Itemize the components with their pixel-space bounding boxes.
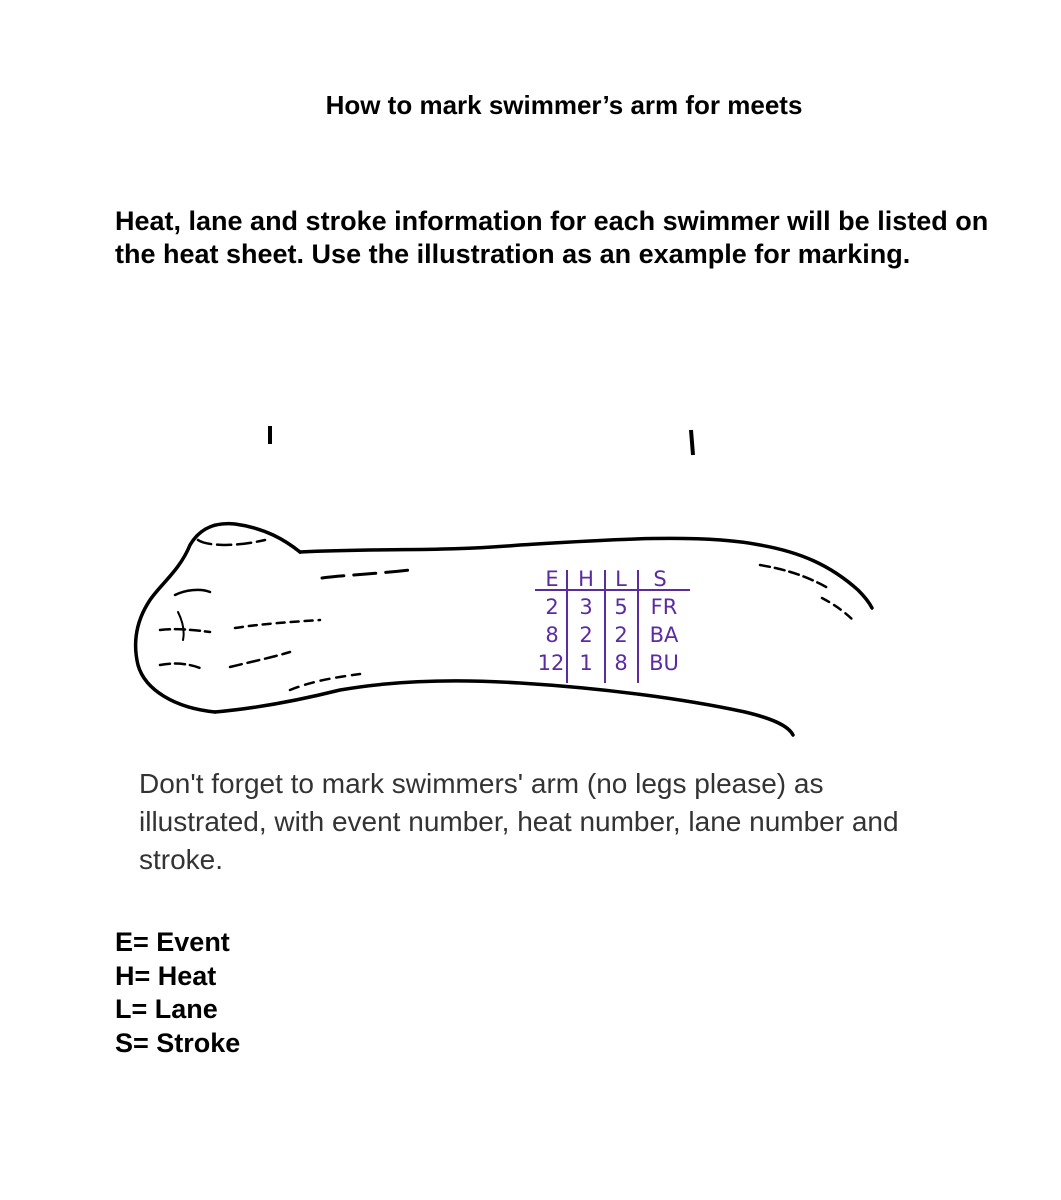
grid-cell: 2 [579,623,593,647]
grid-header-l: L [615,567,627,591]
page-title: How to mark swimmer’s arm for meets [325,90,803,120]
legend-item-lane: L= Lane [115,994,218,1024]
tick-mark-right [691,430,693,455]
arm-outline [136,524,872,735]
legend-item-event: E= Event [115,927,230,957]
grid-header-h: H [578,567,594,591]
legend [115,926,240,1060]
caption-text: Don't forget to mark swimmers' arm (no legs please) as illustrated, with event number, heat number, lane number and stroke. [139,768,899,875]
grid-header-e: E [545,567,559,591]
grid-cell: 8 [614,651,628,675]
grid-cell: FR [650,595,678,619]
grid-cell: 5 [614,595,628,619]
arm-marking-grid [535,567,690,683]
grid-cell: 3 [579,595,593,619]
grid-cell: 12 [537,651,565,675]
legend-item-heat: H= Heat [115,960,217,991]
grid-cell: 8 [545,623,559,647]
instructions-text: Heat, lane and stroke information for each swimmer will be listed on the heat sheet. Use the illustration as an example for marking. [115,206,989,269]
grid-cell: 2 [545,595,559,619]
arm-illustration [0,400,1061,770]
grid-cell: 1 [579,651,593,675]
grid-header-s: S [653,567,667,591]
grid-cell: BA [649,623,679,647]
legend-item-stroke: S= Stroke [115,1027,241,1058]
grid-cell: BU [649,651,679,675]
grid-cell: 2 [614,623,628,647]
